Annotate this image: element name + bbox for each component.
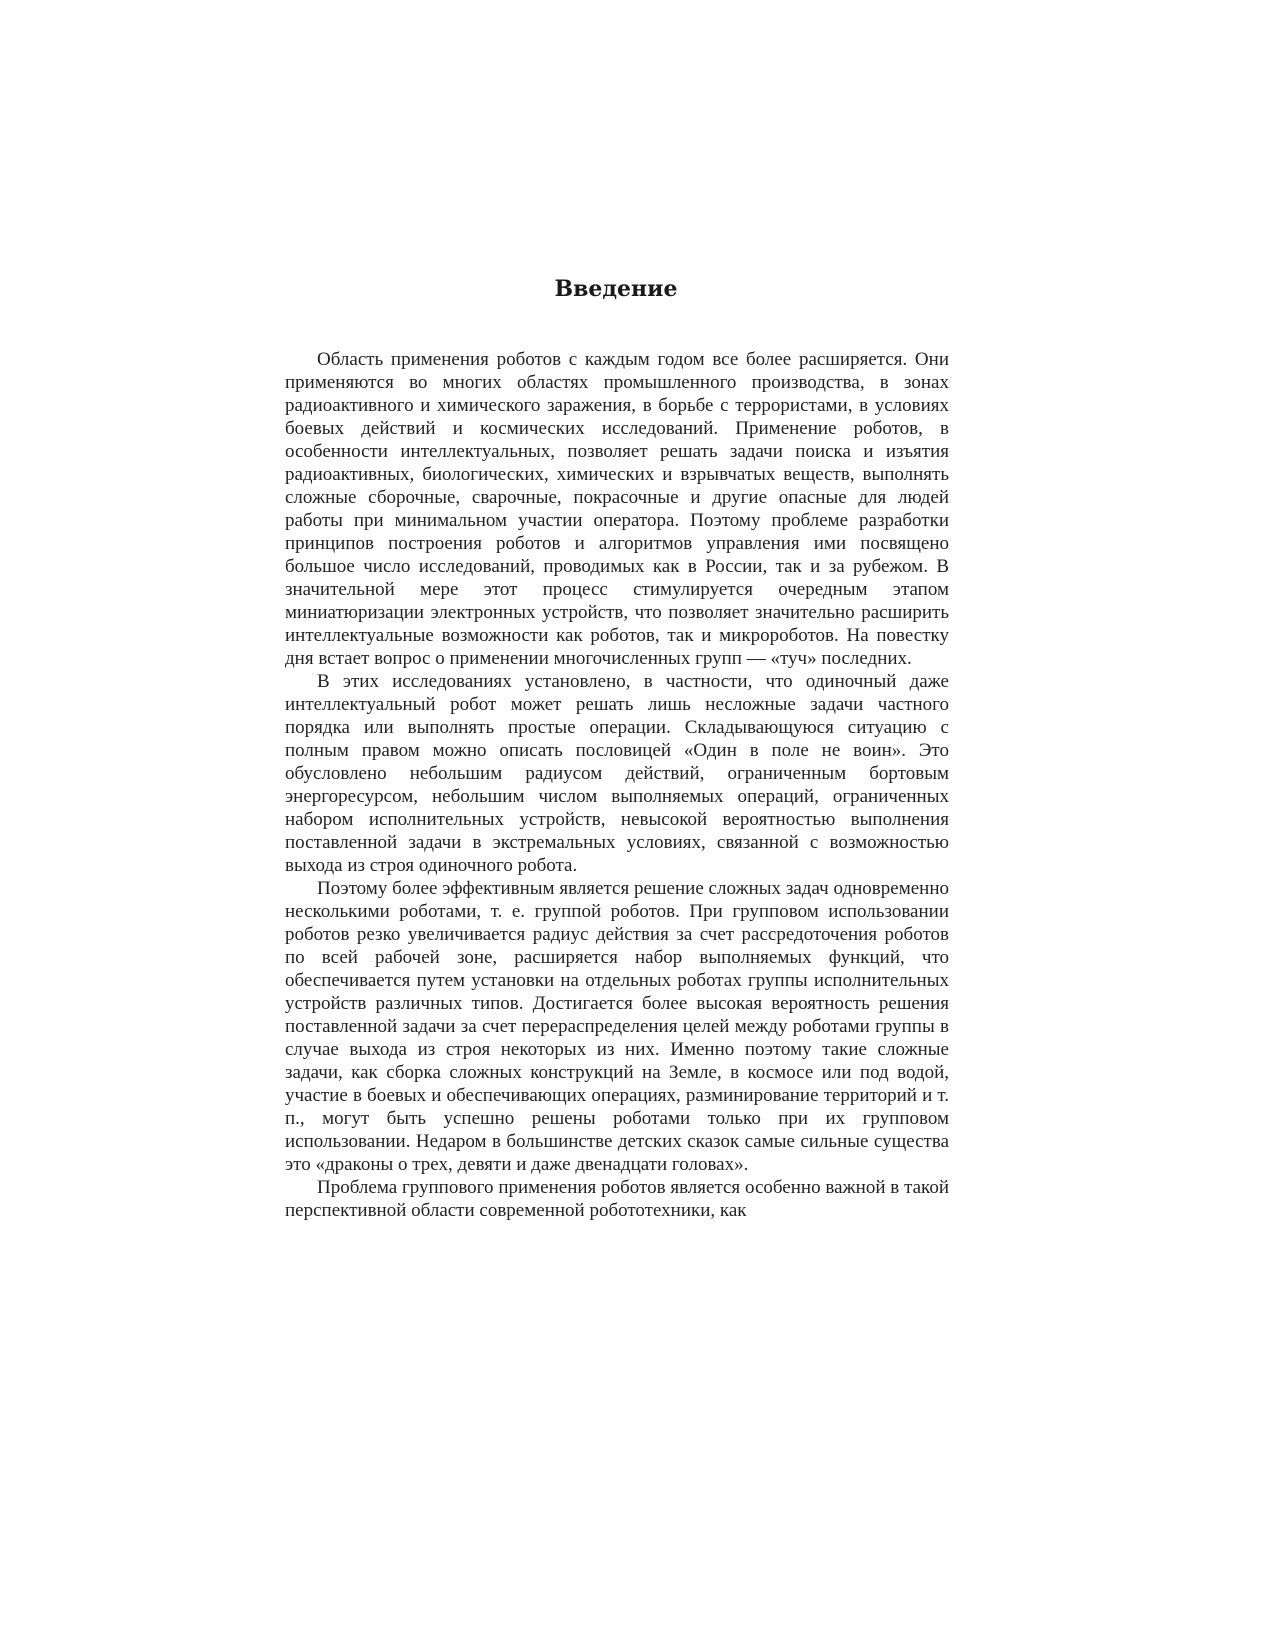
paragraph: Область применения роботов с каждым годом все более расширяется. Они применяются во многих областях промышленного производства, в зонах радиоактивного и химического заражения, в борьбе с террористами, в условиях боевых действий и космических исследований. Применение роботов, в особенности интеллектуальных, позволяет решать задачи поиска и изъятия радиоактивных, биологических, химических и взрывчатых веществ, выполнять сложные сборочные, сварочные, покрасочные и другие опасные для людей работы при минимальном участии оператора. Поэтому проблеме разработки принципов построения роботов и алгоритмов управления ими посвящено большое число исследований, проводимых как в России, так и за рубежом. В значительной мере этот процесс стимулируется очередным этапом миниатюризации электронных устройств, что позволяет значительно расширить интеллектуальные возможности как роботов, так и микророботов. На повестку дня встает вопрос о применении многочисленных групп — «туч» последних. [285, 349, 949, 669]
paragraph: Поэтому более эффективным является решение сложных задач одновременно несколькими роботами, т. е. группой роботов. При групповом использовании роботов резко увеличивается радиус действия за счет рассредоточения роботов по всей рабочей зоне, расширяется набор выполняемых функций, что обеспечивается путем установки на отдельных роботах группы исполнительных устройств различных типов. Достигается более высокая вероятность решения поставленной задачи за счет перераспределения целей между роботами группы в случае выхода из строя некоторых из них. Именно поэтому такие сложные задачи, как сборка сложных конструкций на Земле, в космосе или под водой, участие в боевых и обеспечивающих операциях, разминирование территорий и т. п., могут быть успешно решены роботами только при их групповом использовании. Недаром в большинстве детских сказок самые сильные существа это «драконы о трех, девяти и даже двенадцати головах». [285, 878, 949, 1175]
paragraph: Проблема группового применения роботов является особенно важной в такой перспективной области современной робототехники, как [285, 1177, 949, 1221]
body-text [285, 348, 949, 1222]
page-title: Введение [554, 276, 678, 302]
paragraph: В этих исследованиях установлено, в частности, что одиночный даже интеллектуальный робот может решать лишь несложные задачи частного порядка или выполнять простые операции. Складывающуюся ситуацию с полным правом можно описать пословицей «Один в поле не воин». Это обусловлено небольшим радиусом действий, ограниченным бортовым энергоресурсом, небольшим числом выполняемых операций, ограниченных набором исполнительных устройств, невысокой вероятностью выполнения поставленной задачи в экстремальных условиях, связанной с возможностью выхода из строя одиночного робота. [285, 671, 949, 876]
